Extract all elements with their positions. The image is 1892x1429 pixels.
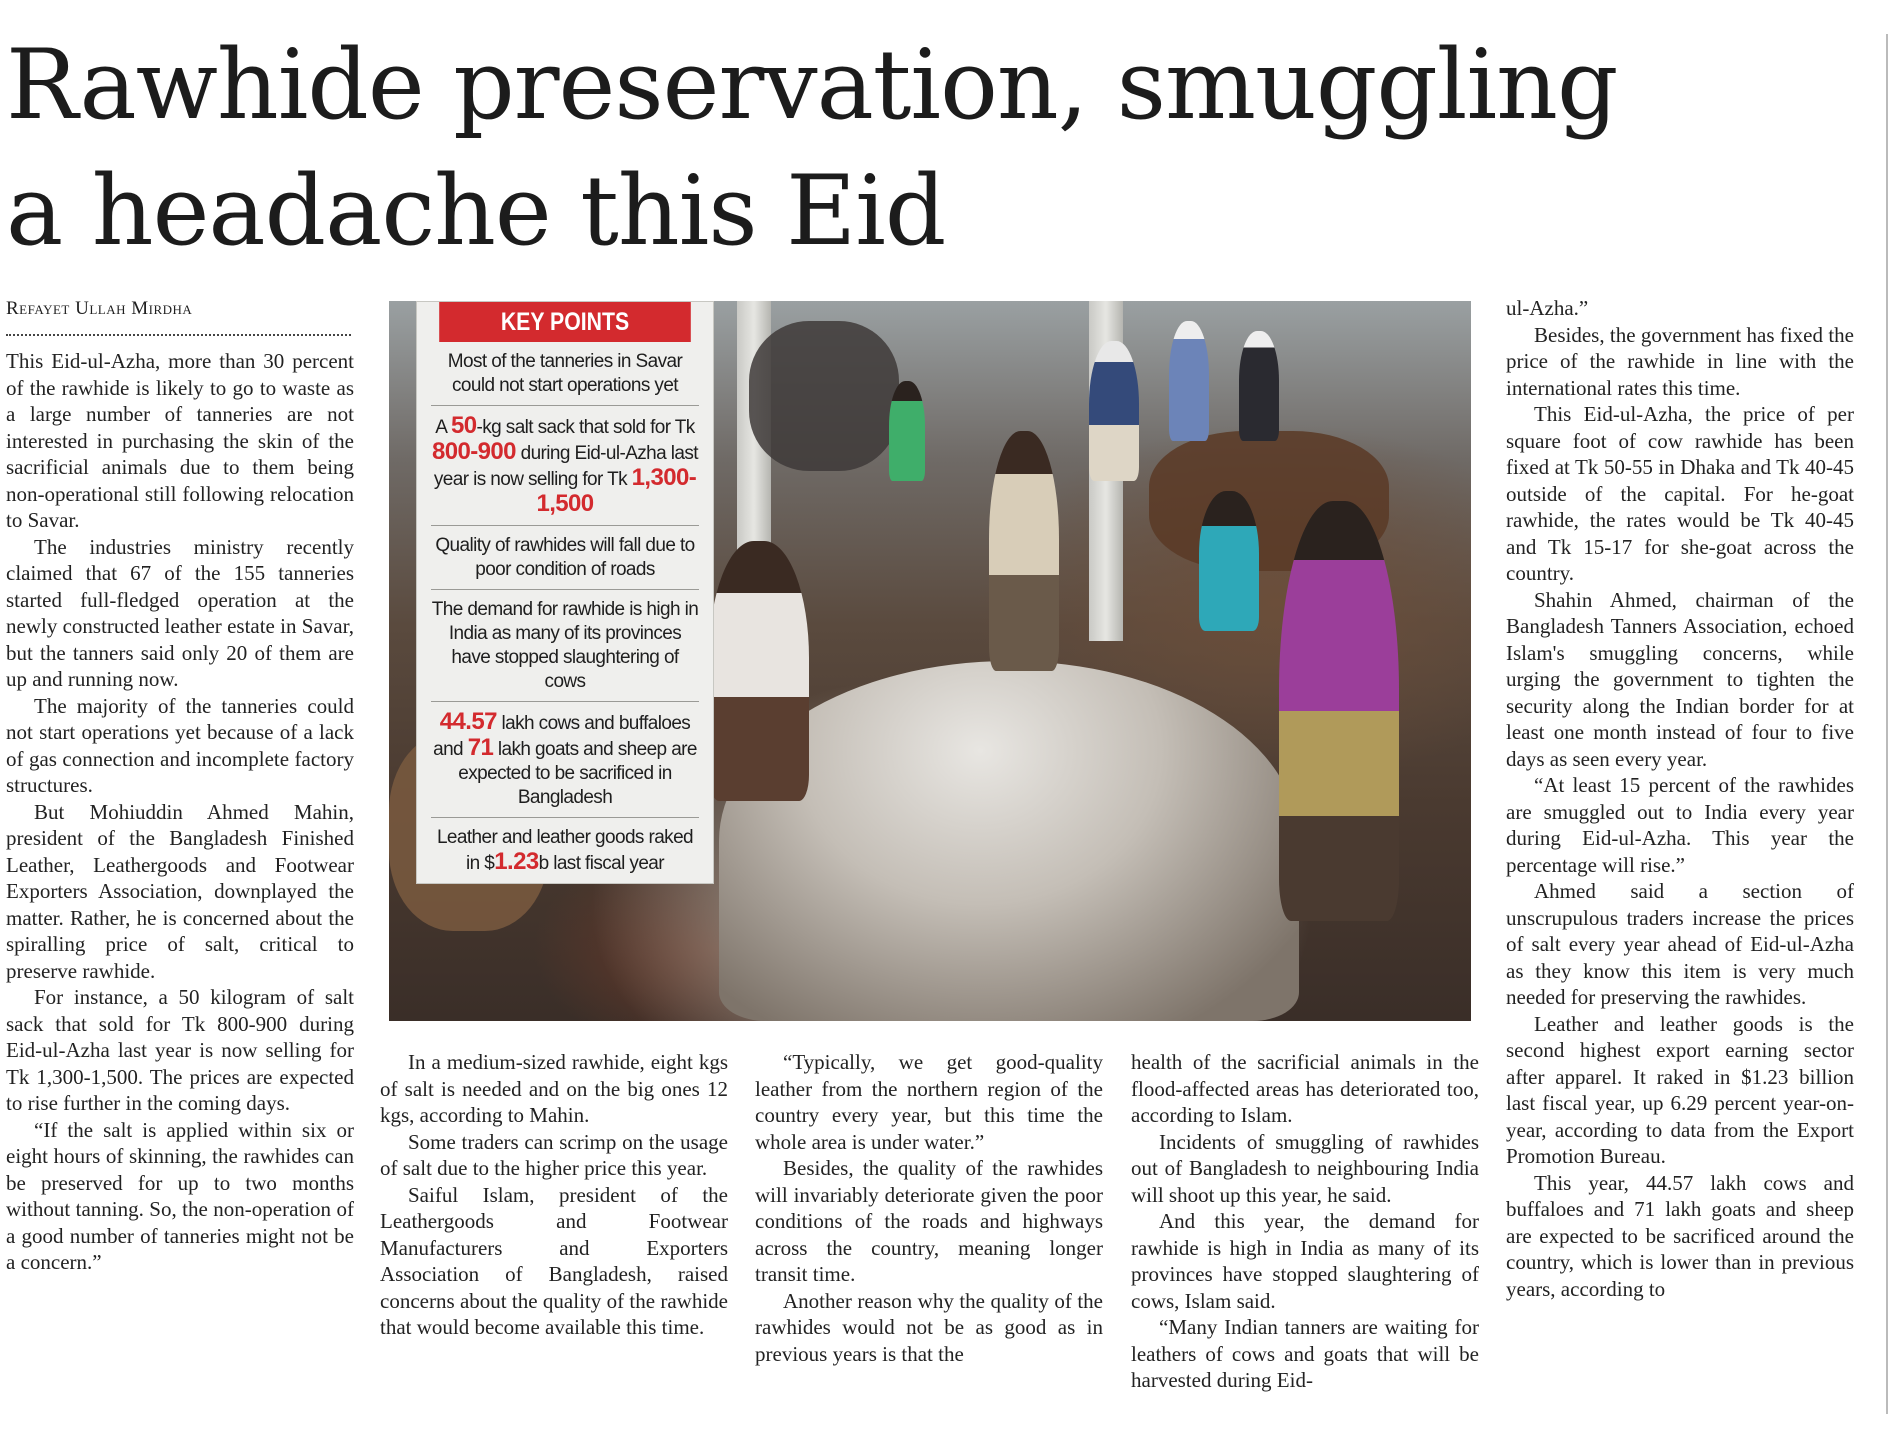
key-point: The demand for rawhide is high in India as many of its provinces have stopped slaughtering of cows <box>431 590 699 702</box>
headline-line-1: Rawhide preservation, smuggling <box>6 29 1618 141</box>
article-column-1 <box>6 348 354 1276</box>
paragraph: “Many Indian tanners are waiting for leathers of cows and goats that will be harvested during Eid- <box>1131 1315 1479 1392</box>
paragraph: The industries ministry recently claimed that 67 of the 155 tanneries started full-fledged operation at the newly constructed leather estate in Savar, but the tanners said only 20 of them are up and running now. <box>6 534 354 691</box>
key-point-text: b last fiscal year <box>538 853 664 874</box>
paragraph: This Eid-ul-Azha, the price of per square foot of cow rawhide has been fixed at Tk 50-55 in Dhaka and Tk 40-45 outside of the capital. For he-goat rawhide, the rates would be Tk 40-45 and Tk 15-17 for she-goat across the country. <box>1506 402 1854 585</box>
page-edge-rule <box>1886 34 1888 1414</box>
key-point-highlight: 71 <box>467 734 494 761</box>
paragraph: Incidents of smuggling of rawhides out of Bangladesh to neighbouring India will shoot up this year, he said. <box>1131 1129 1479 1207</box>
paragraph: Besides, the quality of the rawhides will invariably deteriorate given the poor conditions of the roads and highways across the country, meaning longer transit time. <box>755 1156 1103 1286</box>
photo-rawhide-stack <box>749 321 899 471</box>
photo-worker <box>1279 501 1399 921</box>
photo-worker <box>709 541 809 801</box>
paragraph: “If the salt is applied within six or eight hours of skinning, the rawhides can be preserved for up to two months without tanning. So, the non-operation of a good number of tanneries might not be a concern.” <box>6 1117 354 1274</box>
paragraph: health of the sacrificial animals in the flood-affected areas has deteriorated too, according to Islam. <box>1131 1050 1479 1127</box>
key-point-text: A <box>435 417 452 438</box>
paragraph: But Mohiuddin Ahmed Mahin, president of the Bangladesh Finished Leather, Leathergoods and Footwear Exporters Association, downplayed the matter. Rather, he is concerned about the spiralling price of salt, critical to preserve rawhide. <box>6 799 354 983</box>
key-point-text: -kg salt sack that sold for Tk <box>476 417 695 438</box>
paragraph: Besides, the government has fixed the price of the rawhide in line with the international rates this time. <box>1506 322 1854 400</box>
paragraph: In a medium-sized rawhide, eight kgs of salt is needed and on the big ones 12 kgs, according to Mahin. <box>380 1050 728 1127</box>
key-point: Most of the tanneries in Savar could not start operations yet <box>431 342 699 406</box>
paragraph: The majority of the tanneries could not start operations yet because of a lack of gas connection and incomplete factory structures. <box>6 693 354 797</box>
paragraph: Shahin Ahmed, chairman of the Bangladesh Tanners Association, echoed Islam's smuggling concerns, while urging the government to tighten the security along the Indian border for at least one month instead of four to five days as seen every year. <box>1506 587 1854 771</box>
paragraph: ul-Azha.” <box>1506 296 1589 320</box>
key-point-text: Leather and leather goods raked in $ <box>436 827 694 874</box>
tannery-photo <box>389 301 1471 1021</box>
key-point-text: lakh goats and sheep are expected to be sacrificed in Bangladesh <box>458 739 697 808</box>
article-column-5 <box>1506 295 1854 1302</box>
headline <box>6 22 1876 274</box>
headline-line-2: a headache this Eid <box>6 155 946 267</box>
paragraph: Saiful Islam, president of the Leathergoods and Footwear Manufacturers and Exporters Association of Bangladesh, raised concerns about the quality of the rawhide that would become available this time. <box>380 1182 728 1339</box>
photo-worker <box>889 381 925 481</box>
article-column-2 <box>380 1049 728 1341</box>
key-point <box>431 702 699 818</box>
photo-worker <box>989 431 1059 671</box>
key-points-title: KEY POINTS <box>439 302 691 342</box>
key-point <box>431 406 699 526</box>
paragraph: For instance, a 50 kilogram of salt sack that sold for Tk 800-900 during Eid-ul-Azha last year is now selling for Tk 1,300-1,500. The prices are expected to rise further in the coming days. <box>6 985 354 1115</box>
key-point-text: during Eid-ul-Azha last year is now selling for Tk <box>433 443 698 490</box>
article-column-3 <box>755 1049 1103 1367</box>
photo-worker <box>1239 331 1279 441</box>
key-point-highlight: 44.57 <box>439 708 497 735</box>
key-point-highlight: 1,300-1,500 <box>536 464 697 517</box>
paragraph: And this year, the demand for rawhide is high in India as many of its provinces have stopped slaughtering of cows, Islam said. <box>1131 1209 1479 1313</box>
byline: Refayet Ullah Mirdha <box>6 298 351 336</box>
paragraph: Leather and leather goods is the second highest export earning sector after apparel. It raked in $1.23 billion last fiscal year, up 6.29 percent year-on-year, according to data from the Export Promotion Bureau. <box>1506 1011 1854 1168</box>
photo-worker <box>1169 321 1209 441</box>
paragraph: Another reason why the quality of the rawhides would not be as good as in previous years is that the <box>755 1288 1103 1366</box>
key-point: Quality of rawhides will fall due to poor condition of roads <box>431 526 699 590</box>
paragraph: This year, 44.57 lakh cows and buffaloes and 71 lakh goats and sheep are expected to be sacrificed around the country, which is lower than in previous years, according to <box>1506 1170 1854 1301</box>
paragraph: “At least 15 percent of the rawhides are smuggled out to India every year during Eid-ul-Azha. This year the percentage will rise.” <box>1506 773 1854 877</box>
paragraph: Ahmed said a section of unscrupulous traders increase the prices of salt every year ahead of Eid-ul-Azha as they know this item is very much needed for preserving the rawhides. <box>1506 879 1854 1009</box>
key-point-highlight: 1.23 <box>494 848 539 875</box>
key-point-text: lakh cows and buffaloes and <box>433 713 691 760</box>
paragraph: This Eid-ul-Azha, more than 30 percent of the rawhide is likely to go to waste as a large number of tanneries are not interested in purchasing the skin of the sacrificial animals due to them being non-operational still following relocation to Savar. <box>6 349 354 532</box>
photo-worker <box>1199 491 1259 631</box>
paragraph: Some traders can scrimp on the usage of salt due to the higher price this year. <box>380 1129 728 1180</box>
key-point <box>431 818 699 883</box>
key-point-highlight: 800-900 <box>432 438 516 465</box>
paragraph: “Typically, we get good-quality leather from the northern region of the country every year, but this time the whole area is under water.” <box>755 1050 1103 1154</box>
article-column-4 <box>1131 1049 1479 1394</box>
photo-worker <box>1089 341 1139 481</box>
key-points-box <box>416 301 714 884</box>
key-point-highlight: 50 <box>451 412 477 439</box>
